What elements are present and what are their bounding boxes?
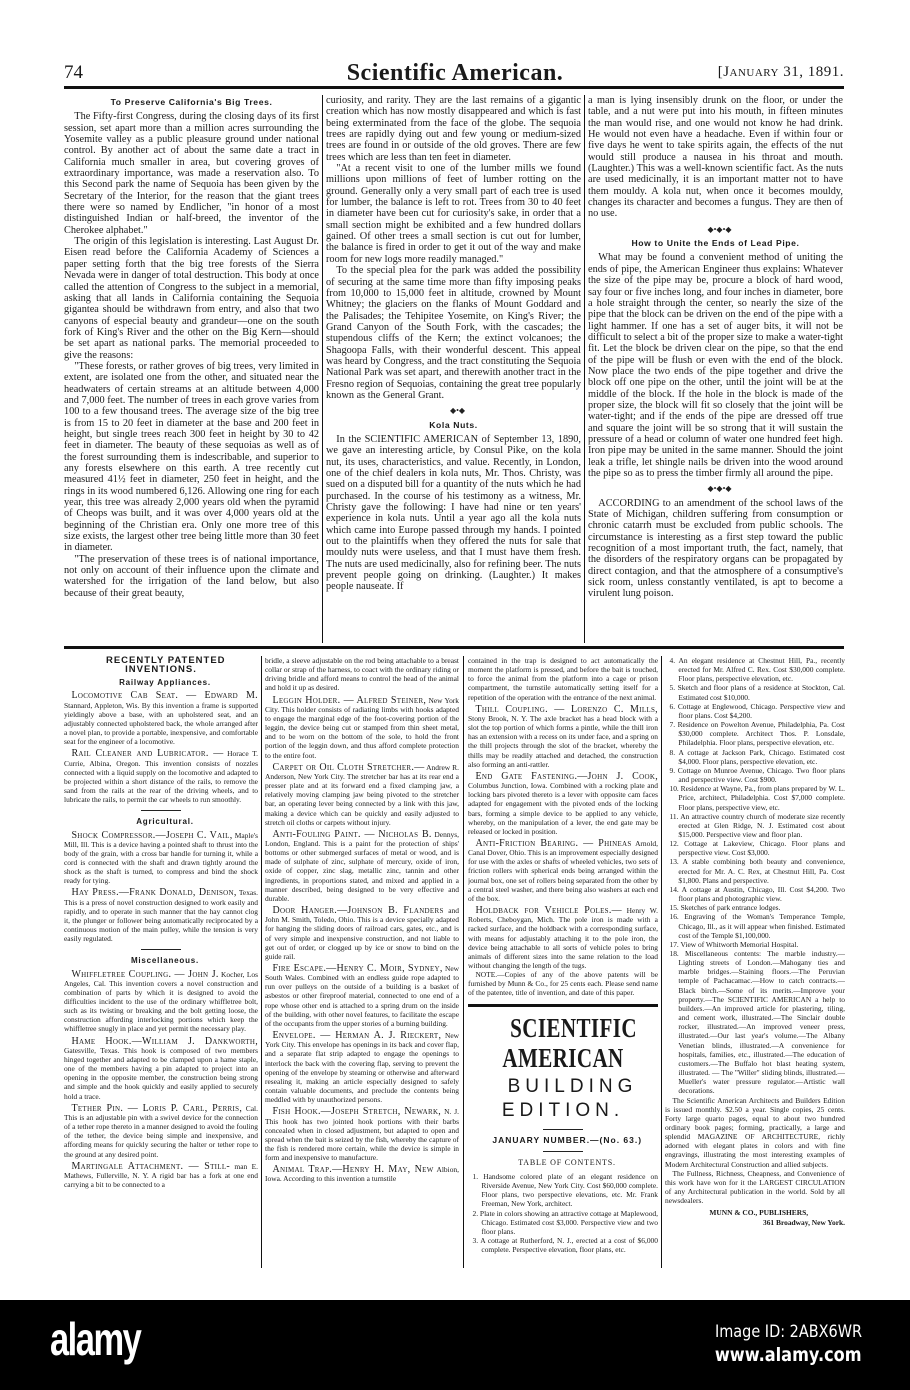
article-title: To Preserve California's Big Trees. (110, 97, 273, 107)
toc-item: 3. A cottage at Rutherford, N. J., erected at a cost of $6,000 complete. Perspective elevation, floor plans, etc. (472, 1236, 658, 1255)
site-url: www.alamy.com (715, 1344, 862, 1366)
ornament-divider: ◆•◆ (449, 406, 466, 416)
invention-description: New South Wales. Combined with an endless guide rope adapted to run over pulleys on the outside of a building is a basket of asbestos or other fireproof material, connected to one end of a rope whose other end is attached to a spring drum on the inside of the building, with other novel features, to facilitate the escape of the occupants from the upper stories of a burning building. (265, 964, 459, 1028)
toc-item: 7. Residence on Powelton Avenue, Philadelphia, Pa. Cost $30,000 complete. Architect Thos. P. Lonsdale, Philadelphia. Floor plans, perspective elevation, etc. (669, 720, 845, 748)
toc-item: 2. Plate in colors showing an attractive cottage at Maplewood, Chicago. Estimated cost $3,000. Perspective view and two floor plans. (472, 1208, 658, 1236)
column-divider (584, 95, 585, 643)
patent-entry (468, 705, 658, 769)
invention-description: Horace T. Currie, Albina, Oregon. This invention consists of nozzles connected with a liquid supply on the locomotive and adapted to be projected within a short distance of the rails, to remove the sand from the rails at the rear of the driving wheels, and to lubricate the rails, to permit the car wheels to run smoothly. (64, 749, 258, 805)
toc-item: 8. A cottage at Jackson Park, Chicago. Estimated cost $4,000. Floor plans, perspective elevation, etc. (669, 747, 845, 766)
invention-description: Albion, Iowa. According to this invention a turnstile (265, 1165, 459, 1184)
ad-subtitle: BUILDING EDITION. (501, 1075, 638, 1121)
page-number: 74 (64, 62, 83, 83)
toc-item: 12. Cottage at Lakeview, Chicago. Floor plans and perspective view. Cost $3,000. (669, 839, 845, 858)
divider (141, 949, 181, 950)
paragraph: To the special plea for the park was added the possibility of securing at the same time more than fifty imposing peaks from 10,000 to 15,000 feet in altitude, crowned by Mount Whitney; the glaciers on the flanks of Mount Goddard and the Palisades; the Tehipitee Yosemite, on King's River; the Grand Canyon of the South Fork, with the cascades; the stupendous cliffs of the Kern; the extinct volcanoes; the Shagoopa Falls, with their wonderful descent. This appeal was heard by Congress, and the tract constituting the Sequoia National Park was set apart, and therewith another tract in the Fresno region of Sequoias, containing the great tree popularly known as the General Grant. (326, 265, 581, 401)
patent-entry (64, 888, 258, 943)
toc-item: 10. Residence at Wayne, Pa., from plans prepared by W. L. Price, architect, Philadelphia. Cost $7,000 complete. Floor plans, perspective view, etc. (669, 784, 845, 812)
patent-entry (265, 1165, 459, 1183)
column-divider (463, 656, 464, 1268)
invention-title: Thill Coupling. — Lorenzo C. Mills, (475, 703, 658, 715)
paragraph: ACCORDING to an amendment of the school laws of the State of Michigan, children suffering from consumption or chronic catarrh must be excluded from public schools. The circumstance is interesting as a first step toward the public recognition of a most important truth, the fact, namely, that the disorders of the respiratory organs can be propagated by direct contagion, and that the atmosphere of a consumptive's sick room, unless constantly ventilated, is apt to become a virulent lung poison. (588, 497, 843, 600)
invention-description: Andrew R. Anderson, New York City. The stretcher bar has at its rear end a presser plate and at its forward end a fixed clamping jaw, a relatively moving clamping jaw being pivoted to the stretcher bar, an operating lever being connected by a link with this jaw, making a device which can be quickly and easily adjusted to stretch oil cloths or carpets without injury. (265, 762, 459, 827)
ornament-divider: ◆•◆•◆ (707, 224, 732, 234)
invention-title: Anti-Fouling Paint. — Nicholas B. (272, 828, 432, 840)
paragraph: "The preservation of these trees is of national importance, not only on account of their influence upon the climate and watershed for the irrigation of the land below, but also because of their great beauty, (64, 553, 319, 599)
paragraph: NOTE.—Copies of any of the above patents will be furnished by Munn & Co., for 25 cents each. Please send name of the patentee, title of invention, and date of this paper. (468, 970, 658, 998)
paragraph: In the SCIENTIFIC AMERICAN of September 13, 1890, we gave an interesting article, by Consul Pike, on the kola nut, its uses, characteristics, and value. Recently, in London, one of the chief dealers in kola nuts, Mr. Thos. Christy, was sued on a disputed bill for a quantity of the nuts which he had purchased. In the course of his testimony as a witness, Mr. Christy gave the following: I have had nine or ten years' experience in kola nuts. Until a year ago all the kola nuts which came into Europe passed through my hands. I pointed out to the plaintiffs when they offered the nuts for sale that mouldy nuts were useless, and that I must have them fresh. The nuts are used medicinally, also for refining beer. The nuts prevent people going on drinking. (Laughter.) It makes people nauseate. If (326, 433, 581, 593)
invention-description: and John M. Smith, Toledo, Ohio. This is a device specially adapted for hanging the sliding doors of railroad cars, gates, etc., and is of very simple and inexpensive construction, and not liable to get out of order, or clogged up by ice or snow to bind on the guide rail. (265, 906, 459, 961)
toc-item: 15. Sketches of park entrance lodges. (669, 903, 781, 913)
invention-title: Carpet or Oil Cloth Stretcher.— (272, 761, 425, 773)
section-rule (64, 646, 844, 649)
paragraph: The origin of this legislation is interesting. Last August Dr. Eisen read before the California Academy of Sciences a paper setting forth that the big tree forests of the Sierra Nevada were in danger of total destruction. This body at once called the attention of Congress to the subject in a memorial, asking that all lands in California containing the Sequoia gigantea should be withdrawn from entry, and also that two canyons of especial beauty and grandeur—one on the south fork of King's River and the other on the Big Kern—should be set apart as national parks. The memorial proceeded to give the reasons: (64, 236, 319, 361)
invention-description: Maple's Mill, Ill. This is a device having a pointed shaft to thrust into the body of the grain, with a cross bar handle for turning it, while a cord is connected with the shaft and drawn tightly around the shock as the shaft is turned, to compress and bind the shock ready for tying. (64, 830, 258, 886)
column-divider (261, 656, 262, 1268)
invention-title: Tether Pin. — Loris P. Carl, Perris, (71, 1102, 243, 1114)
invention-description: Texas. This is a press of novel construction designed to work easily and rapidly, and to operate in such manner that the hay cannot clog it, the plunger or follower being automatically reciprocated by a continuous motion of the main pulley, while the tension is very easily regulated. (64, 888, 258, 944)
patent-entry (468, 839, 658, 903)
patent-entry (64, 1104, 258, 1159)
divider (468, 1004, 658, 1007)
section-heading: RECENTLY PATENTED INVENTIONS. (105, 656, 226, 676)
invention-description: Cal. This is an adjustable pin with a swivel device for the connection of a tether rope thereto in a manner designed to avoid the fouling of the tether, the device being simple and inexpensive, and affording means for quickly securing the halter or tether rope to the ground at any desired point. (64, 1103, 258, 1159)
divider (543, 1151, 583, 1152)
issue-date: [January 31, 1891. (717, 64, 844, 80)
invention-description: New York City. This holder consists of radiating limbs with hooks adapted to engage the marginal edge of the foot-covering portion of the leggin, the device being cut or stamped from thin sheet metal, and to be worn on the bottom of the sole, to hold the front portion of the leggin down, and thus afford complete protection to the entire foot. (265, 695, 459, 760)
column-divider (322, 95, 323, 643)
paragraph: a man is lying insensibly drunk on the floor, or under the table, and a nut were put into his mouth, in fifteen minutes the man would rise, and one would not know he had drink. He would not even have a headache. Even if within four or five days he went to take spirits again, the effects of the nut would still produce a nausea in his throat and mouth. (Laughter.) This was a well-known scientific fact. As the nuts are used medicinally, it is an important matter not to have them mouldy. A kola nut, when once it becomes mouldy, changes its character and becomes a fungus. They are then of no use. (588, 95, 843, 220)
paragraph: The Fifty-first Congress, during the closing days of its first session, set apart more than a million acres surrounding the Yosemite valley as a public pleasure ground under national control. By another act of about the same date a tract in California much smaller in area, but covering groves of extraordinary importance, was made a reservation also. To this Second park the name of Sequoia has been given by the Secretary of the Interior, for the reason that the giant trees there were so named by Endlicher, "in honor of a most distinguished Indian or half-breed, the inventor of the Cherokee alphabet." (64, 111, 319, 236)
column-divider (661, 656, 662, 1268)
patent-entry (265, 830, 459, 903)
paragraph: "At a recent visit to one of the lumber mills we found millions upon millions of feet of lumber rotting on the ground. Generally only a very small part of each tree is used for lumber, the balance is left to rot. Trees from 30 to 40 feet in diameter have been cut for curiosity's sake, in order that a small section might be exhibited and a few hundred dollars gained. Of other trees a small section is cut out for lumber, the balance is fired in order to get it out of the way and make room for new logs more readily managed." (326, 163, 581, 265)
divider (543, 1129, 583, 1130)
toc-heading: TABLE OF CONTENTS. (518, 1157, 616, 1167)
invention-title: Animal Trap.—Henry H. May, New (272, 1164, 434, 1176)
invention-description: Dennys, London, England. This is a paint for the protection of ships' bottoms or other submerged surfaces of metal or wood, and is made of sulphate of zinc, sulphate of mercury, oxide of iron, oxide of copper, zinc slag, metallic zinc, tannin and other ingredients, in proportions stated, and mixed and applied in a manner described, being designed to be very effective and durable. (265, 829, 459, 903)
ornament-divider: ◆•◆•◆ (707, 484, 732, 494)
invention-title: Fish Hook.—Joseph Stretch, Newark, (272, 1106, 442, 1118)
invention-description: N. J. This hook has two jointed hook portions with their barbs concealed when in closed adjustment, but adapted to open and spread when the bait is seized by the fish, whereby the capture of the fish is rendered more certain, while the device is simple in form and inexpensive to manufacture. (265, 1107, 459, 1163)
invention-description: Kocher, Los Angeles, Cal. This invention covers a novel construction and combination of parts by which it is designed to avoid the difficulties incident to the use of the ordinary whiffletree bolt, such as its twisting or breaking and the bolt getting loose, the construction affording interlocking portions which keep the whiffletree snugly in place and yet permit the necessary play. (64, 969, 258, 1034)
subsection-heading: Miscellaneous. (130, 956, 200, 966)
invention-title: Rail Cleaner and Lubricator. — (71, 748, 224, 760)
image-id: Image ID: 2ABX6WR (714, 1322, 862, 1342)
patent-entry (265, 1107, 459, 1162)
invention-title: Fire Escape.—Henry C. Moir, Sydney, (272, 963, 443, 974)
paragraph: contained in the trap is designed to act automatically the moment the platform is pressed, and before the bait is touched, to force the animal from the platform into a cage or prison compartment, the turnstile automatically setting itself for a repetition of the operation with the entrance of the next animal. (468, 656, 658, 702)
bottom-column-1 (64, 656, 258, 1268)
invention-description: man E. Mathews, Fullerville, N. Y. A rigid bar has a fork at one end carrying a bit to be connected to a (64, 1161, 258, 1189)
toc-item: 6. Cottage at Englewood, Chicago. Perspective view and floor plans. Cost $4,200. (669, 701, 845, 720)
invention-description: Stony Brook, N. Y. The axle bracket has a head block with a slot the top portion of which forms a pintle, while the thill iron has an extension with a recess on its under face, and a spring on the thill projects through the slot of the bracket, whereby the thills may be readily attached and detached, the construction also forming an anti-rattler. (468, 713, 658, 769)
header-rule (64, 86, 844, 89)
invention-title: Martingale Attachment. — Still- (71, 1160, 231, 1172)
paragraph: The Fullness, Richness, Cheapness, and Convenience of this work have won for it the LARGEST CIRCULATION of any Architectural publication in the world. Sold by all newsdealers. (665, 1168, 845, 1206)
invention-title: Leggin Holder. — Alfred Steiner, (272, 694, 427, 706)
invention-title: Hame Hook.—William J. Dankworth, (71, 1035, 258, 1047)
patent-entry (64, 749, 258, 804)
toc-item: 5. Sketch and floor plans of a residence at Stockton, Cal. Estimated cost $10,000. (669, 683, 845, 702)
ad-title: SCIENTIFIC AMERICAN (502, 1012, 637, 1073)
issue-number: JANUARY NUMBER.—(No. 63.) (492, 1134, 643, 1145)
patent-entry (64, 691, 258, 746)
invention-title: Envelope. — Herman A. J. Rieckert, (272, 1030, 442, 1042)
masthead: Scientific American. (346, 60, 564, 86)
paragraph: curiosity, and rarity. They are the last remains of a gigantic creation which has now mostly disappeared and which is fast being exterminated from the face of the globe. The sequoia trees are rapidly dying out and few young or medium-sized trees are found in or outside of the old groves. There are few trees which are less than ten feet in diameter. (326, 95, 581, 163)
patent-entry (64, 831, 258, 886)
alamy-logo: alamy (50, 1313, 141, 1365)
invention-description: Stannard, Appleton, Wis. By this invention a frame is supported yieldingly above a base, with an upholstered seat, and an adjustably connected upholstered back, the whole arranged after a novel plan, to provide a portable, inexpensive, and comfortable seat for the engineer of a locomotive. (64, 700, 258, 747)
patent-entry (64, 970, 258, 1034)
invention-title: Anti-Friction Bearing. — Phineas (475, 837, 632, 849)
invention-title: Door Hanger.—Johnson B. Flanders (272, 905, 444, 917)
bottom-column-4 (665, 656, 845, 1268)
invention-description: Henry W. Roberts, Cheboygan, Mich. The pole iron is made with a racked surface, and the holdback with a corresponding surface, with means for adjustably attaching it to the pole iron, the device being attachable to all sorts of vehicle poles to bring animals of different sizes into the same relation to the load without changing the length of the tugs. (468, 906, 658, 970)
toc-item: 9. Cottage on Munroe Avenue, Chicago. Two floor plans and perspective view. Cost $900. (669, 765, 845, 785)
paragraph: The Scientific American Architects and Builders Edition is issued monthly. $2.50 a year. Single copies, 25 cents. Forty large quarto pages, equal to about two hundred ordinary book pages; forming, practically, a large and splendid MAGAZINE OF ARCHITECTURE, richly adorned with elegant plates in colors and with fine engravings, illustrating the most interesting examples of Modern Architectural Construction and allied subjects. (665, 1095, 845, 1169)
toc-item: 4. An elegant residence at Chestnut Hill, Pa., recently erected for Mr. Alfred C. Rex. Cost $30,000 complete. Floor plans, perspective elevation, etc. (669, 656, 845, 684)
patent-entry (265, 696, 459, 760)
invention-title: Whiffletree Coupling. — John J. (71, 968, 219, 980)
paragraph: What may be found a convenient method of uniting the ends of pipe, the American Engineer thus explains: Whatever the size of the pipe may be, procure a block of hard wood, say four or five inches long, and four inches in diameter, bore a hole straight through the center, so nearly the size of the pipe that the block can be driven on the end of the pipe with a light hammer. If one has a set of auger bits, it will not be difficult to select a bit of the proper size to make a water-tight fit. Let the block be driven clear on the pipe, so that the end of the pipe will be flush or even with the end of the block. Now place the two ends of the pipe together and drive the block off one pipe on the other, until the joint will be at the middle of the block. If the hole in the block is made of the proper size, the block will fit so closely that the joint will be water-tight; and if the ends of the pipe are dressed off true and square the joint will be so strong that it will sustain the pressure of a head or column of water one hundred feet high. Iron pipe may be united in the same manner. Should the joint leak a trifle, let shingle nails be driven into the wood around the pipe so as to press the timber firmly all around the pipe. (588, 252, 843, 479)
subsection-heading: Railway Appliances. (119, 678, 211, 688)
toc-item: 11. An attractive country church of moderate size recently erected at Glen Ridge, N. J. Estimated cost about $15,000. Perspective view and floor plan. (669, 811, 845, 839)
toc-item: 18. Miscellaneous contents: The marble industry.—Lighting streets of London.—Mahogany ties and marble bridges.—Staining floors.—The Peruvian temple of Pachacamac.—How to catch contracts.—Black birch.—Some of its merits.—Improve your property.—The SCIENTIFIC AMERICAN a help to builders.—An improved article for plastering, tiling, and cement work, illustrated.—The Sinclair double rocker, illustrated.—An improved veneer press, illustrated.—Our last year's volume.—The Albany Venetian blinds, illustrated.—A convenience for hospitals, families, etc., illustrated.—The education of customers.—The Buffalo hot blast heating system, illustrated. — The "Willer" sliding blinds, illustrated.—Mueller's water pressure regulator.—Artistic wall decorations. (669, 949, 845, 1096)
toc-item: 13. A stable combining both beauty and convenience, erected for Mr. A. C. Rex, at Chestnut Hill, Pa. Cost $1,800. Plans and perspective. (669, 857, 845, 885)
invention-title: Locomotive Cab Seat. — Edward M. (71, 690, 258, 702)
invention-title: End Gate Fastening.—John J. Cook, (475, 770, 658, 782)
patent-entry (265, 964, 459, 1028)
invention-description: New York City. This envelope has openings in its back and cover flap, and a separate flat strip adapted to engage the openings to interlock the back with the covering flap, serving to prevent the opening of the envelope by steaming or otherwise and afterward resealing it, making an article especially designed to safely contain valuable documents, and preclude the contents being meddled with by unauthorized persons. (265, 1031, 459, 1105)
top-column-1 (64, 95, 319, 643)
invention-title: Holdback for Vehicle Poles.— (475, 905, 622, 917)
paragraph: bridle, a sleeve adjustable on the rod being attachable to a breast collar or strap of the harness, to coact with the ordinary riding or driving bridle and afford means to control the head of the animal and hold it up as desired. (265, 656, 459, 693)
patent-entry (265, 906, 459, 961)
patent-entry (468, 906, 658, 970)
top-column-3 (588, 95, 843, 643)
top-column-2 (326, 95, 581, 643)
divider (141, 810, 181, 811)
publisher-address: 361 Broadway, New York. (762, 1217, 845, 1227)
toc-item: 1. Handsome colored plate of an elegant residence on Riverside Avenue, New York City. Cost $60,000 complete. Floor plans, two perspective elevations, etc. Mr. Frank Freeman, New York, architect. (472, 1171, 658, 1209)
invention-title: Shock Compressor.—Joseph C. Vail, (71, 829, 233, 841)
invention-description: Arnold, Canal Dover, Ohio. This is an improvement especially designed for use with the axles or shafts of wheeled vehicles, two sets of friction rollers with spherical ends being arranged within the journal box, one set of rollers being separated from the other by a central steel washer, and there being also washers at each end of the box. (468, 838, 658, 903)
patent-entry (265, 1031, 459, 1104)
patent-entry (64, 1037, 258, 1101)
article-title: Kola Nuts. (429, 419, 478, 430)
toc-item: 17. View of Whitworth Memorial Hospital. (669, 939, 799, 949)
invention-description: Columbus Junction, Iowa. Combined with a rocking plate and locking bars pivoted thereto is a lever with opposite cam faces adapted for engagement with the pivoted ends of the locking bars, forming a simple device to be applied to any vehicle, whereby, on the manipulation of a lever, the end gate may be released or locked in position. (468, 781, 658, 836)
invention-description: Gatesville, Texas. This hook is composed of two members hinged together and adapted to be clamped upon a hame staple, one of the members having a pin adapted to project into an opening in the opposite member, the construction being strong and simple and the hook quickly and easily applied to securely hold a trace. (64, 1045, 258, 1101)
article-title: How to Unite the Ends of Lead Pipe. (631, 238, 800, 249)
subsection-heading: Agricultural. (136, 817, 194, 827)
paragraph: "These forests, or rather groves of big trees, very limited in extent, are isolated one from the other, and situated near the headwaters of certain streams at an altitude between 4,000 and 7,000 feet. The number of trees in each grove varies from 100 to a few thousand trees. The average size of the big tree is from 15 to 20 feet in diameter at the base and 200 feet in height, but single trees reach 300 feet in height by 30 to 42 feet in diameter. The beauty of these sequoias as well as of the forest surrounding them is indescribable, and superior to any forests elsewhere on this earth. A tree recently cut measured 41½ feet in diameter, 250 feet in height, and the rings in its wood numbered 6,126. Allowing one ring for each year, this tree was already 2,000 years old when the pyramid of Cheops was built, and it was over 4,000 years old at the beginning of the Christian era. Only one more tree of this size exists, the largest other tree being little more than 30 feet in diameter. (64, 360, 319, 554)
patent-entry (265, 763, 459, 827)
toc-item: 16. Engraving of the Woman's Temperance Temple, Chicago, Ill., as it will appear when finished. Estimated cost of the Temple $1,100,000. (669, 912, 845, 940)
bottom-column-3 (468, 656, 658, 1268)
patent-entry (64, 1162, 258, 1189)
invention-title: Hay Press.—Frank Donald, Denison, (71, 887, 237, 899)
patent-entry (468, 772, 658, 836)
bottom-column-2 (265, 656, 459, 1268)
toc-item: 14. A cottage at Austin, Chicago, Ill. Cost $4,200. Two floor plans and photographic view. (669, 884, 845, 904)
publisher: MUNN & CO., PUBLISHERS, (709, 1208, 809, 1218)
